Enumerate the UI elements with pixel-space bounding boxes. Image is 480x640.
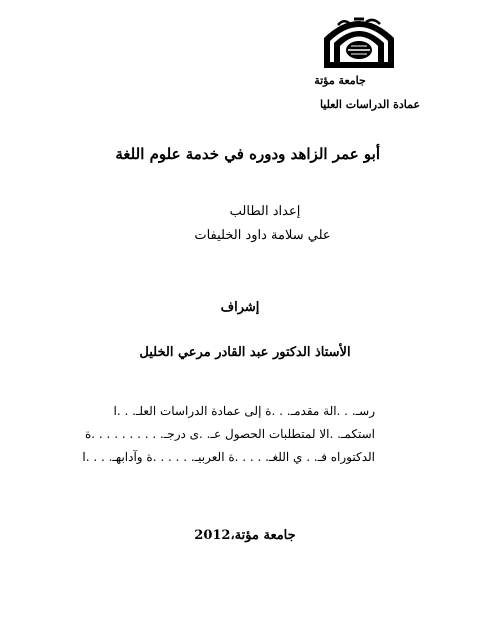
footer-university-year: جامعة مؤتة،2012 bbox=[194, 528, 296, 543]
supervisor-name: الأستاذ الدكتور عبد القادر مرعي الخليل bbox=[139, 345, 351, 360]
university-logo bbox=[318, 10, 400, 70]
deanship-name: عمادة الدراسات العليا bbox=[319, 98, 421, 111]
thesis-statement-line: استكمـ. .الا لمتطلبات الحصول عـ. .ى درجـ. . . . . . . . . .ة bbox=[85, 427, 375, 441]
thesis-statement-line: رسـ. . .الة مقدمـ. . .ة إلى عمادة الدراسات العلـ. . .ا bbox=[113, 404, 375, 418]
student-name: علي سلامة داود الخليفات bbox=[194, 228, 331, 243]
thesis-statement-line: الدكتوراه فـ. . ي اللغـ. . . . .ة العربيـ. . . . . .ة وآدابهـ. . . .ا bbox=[82, 450, 375, 464]
supervision-label: إشراف bbox=[220, 300, 260, 315]
university-name: جامعة مؤتة bbox=[314, 74, 366, 87]
thesis-title: أبو عمر الزاهد ودوره في خدمة علوم اللغة bbox=[115, 145, 380, 163]
prepared-by-label: إعداد الطالب bbox=[229, 204, 301, 219]
